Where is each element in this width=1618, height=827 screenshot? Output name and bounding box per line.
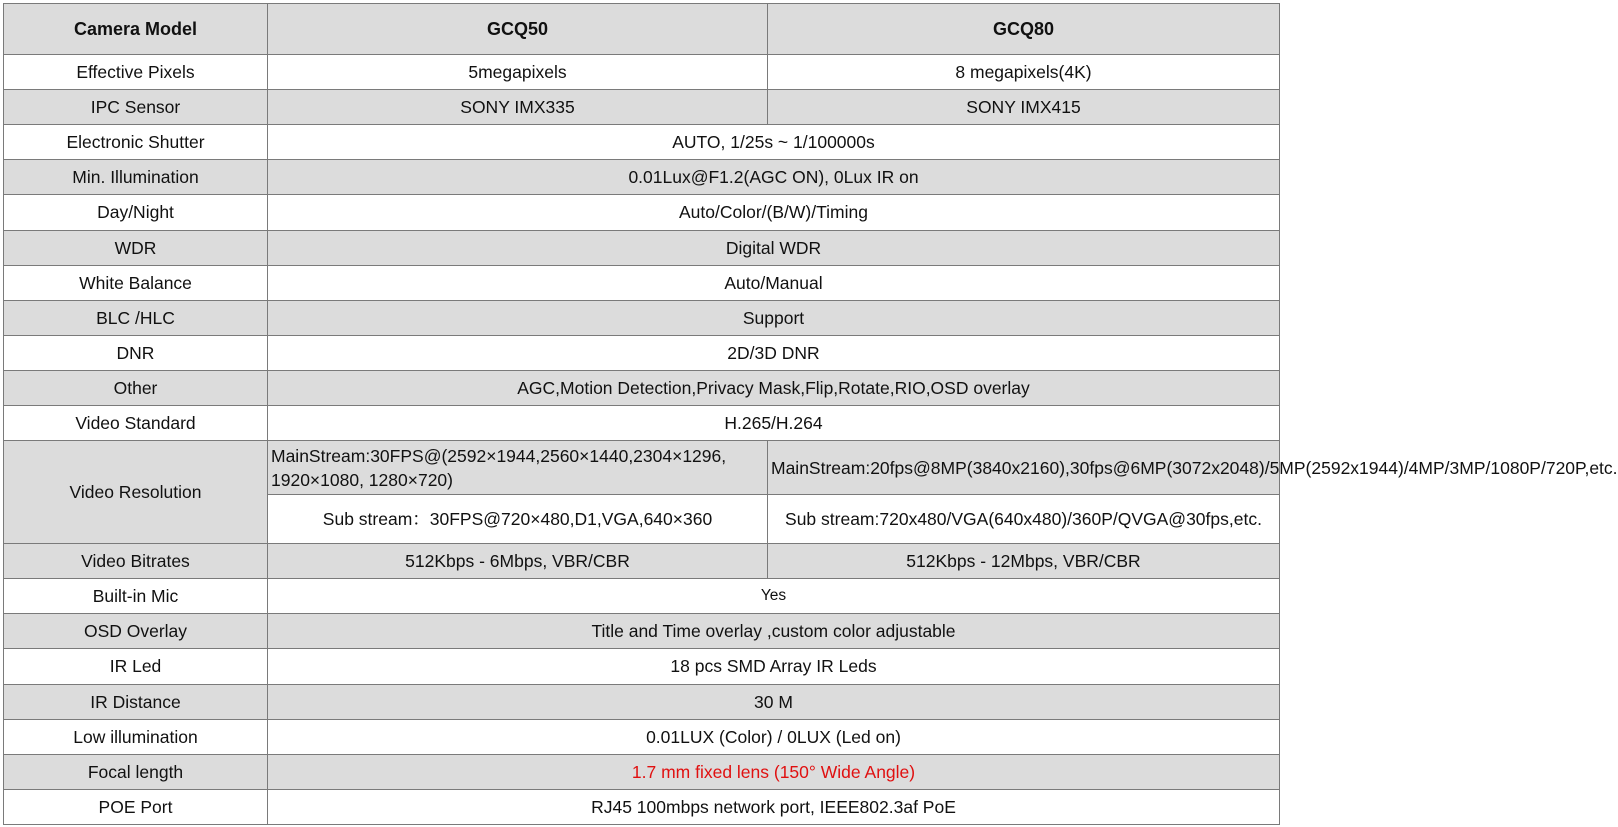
header-gcq50: GCQ50: [268, 4, 768, 55]
table-row: [4, 90, 1280, 125]
cell-shared: RJ45 100mbps network port, IEEE802.3af PoE: [268, 789, 1280, 824]
row-label: POE Port: [4, 789, 268, 824]
cell-shared: AUTO, 1/25s ~ 1/100000s: [268, 125, 1280, 160]
table-row: [4, 160, 1280, 195]
cell-gcq50: SONY IMX335: [268, 90, 768, 125]
cell-gcq80: 512Kbps - 12Mbps, VBR/CBR: [768, 544, 1280, 579]
table-row: [4, 579, 1280, 614]
table-row: [4, 195, 1280, 230]
cell-gcq80-substream: Sub stream:720x480/VGA(640x480)/360P/QVGA@30fps,etc.: [768, 495, 1280, 544]
row-label: Low illumination: [4, 719, 268, 754]
table-row: [4, 125, 1280, 160]
row-label: White Balance: [4, 265, 268, 300]
cell-shared: Auto/Color/(B/W)/Timing: [268, 195, 1280, 230]
cell-gcq80: 8 megapixels(4K): [768, 55, 1280, 90]
row-label: Built-in Mic: [4, 579, 268, 614]
row-label: Effective Pixels: [4, 55, 268, 90]
row-label: Day/Night: [4, 195, 268, 230]
header-row: [4, 4, 1280, 55]
table-row: [4, 789, 1280, 824]
row-label: IPC Sensor: [4, 90, 268, 125]
table-row: [4, 405, 1280, 440]
header-gcq80: GCQ80: [768, 4, 1280, 55]
table-row: [4, 719, 1280, 754]
cell-gcq50-substream: Sub stream：30FPS@720×480,D1,VGA,640×360: [268, 495, 768, 544]
cell-shared: 18 pcs SMD Array IR Leds: [268, 649, 1280, 684]
cell-shared: Auto/Manual: [268, 265, 1280, 300]
row-label: IR Led: [4, 649, 268, 684]
cell-gcq50: 512Kbps - 6Mbps, VBR/CBR: [268, 544, 768, 579]
cell-gcq80-mainstream: MainStream:20fps@8MP(3840x2160),30fps@6MP(3072x2048)/5MP(2592x1944)/4MP/3MP/1080P/720P,etc.: [768, 440, 1280, 494]
row-label: WDR: [4, 230, 268, 265]
cell-shared: Title and Time overlay ,custom color adjustable: [268, 614, 1280, 649]
cell-shared: Yes: [268, 579, 1280, 614]
cell-shared: H.265/H.264: [268, 405, 1280, 440]
table-row: [4, 544, 1280, 579]
cell-shared: AGC,Motion Detection,Privacy Mask,Flip,Rotate,RIO,OSD overlay: [268, 370, 1280, 405]
row-label: Video Bitrates: [4, 544, 268, 579]
row-label: Min. Illumination: [4, 160, 268, 195]
cell-shared: Digital WDR: [268, 230, 1280, 265]
cell-gcq50: 5megapixels: [268, 55, 768, 90]
table-row: [4, 265, 1280, 300]
table-row: [4, 370, 1280, 405]
table-row: [4, 335, 1280, 370]
table-row: [4, 649, 1280, 684]
row-label: Other: [4, 370, 268, 405]
table-row: [4, 754, 1280, 789]
cell-shared: 30 M: [268, 684, 1280, 719]
row-label: IR Distance: [4, 684, 268, 719]
row-label: OSD Overlay: [4, 614, 268, 649]
row-label: Focal length: [4, 754, 268, 789]
header-camera-model: Camera Model: [4, 4, 268, 55]
table-row: [4, 230, 1280, 265]
row-label: Video Resolution: [4, 440, 268, 543]
row-label: Video Standard: [4, 405, 268, 440]
cell-shared-highlight: 1.7 mm fixed lens (150° Wide Angle): [268, 754, 1280, 789]
cell-shared: 2D/3D DNR: [268, 335, 1280, 370]
table-row: [4, 55, 1280, 90]
spec-table: [3, 3, 1618, 825]
table-row: [4, 684, 1280, 719]
cell-shared: 0.01Lux@F1.2(AGC ON), 0Lux IR on: [268, 160, 1280, 195]
row-label: DNR: [4, 335, 268, 370]
cell-gcq80: SONY IMX415: [768, 90, 1280, 125]
row-label: BLC /HLC: [4, 300, 268, 335]
table-row: [4, 614, 1280, 649]
cell-shared: Support: [268, 300, 1280, 335]
cell-shared: 0.01LUX (Color) / 0LUX (Led on): [268, 719, 1280, 754]
row-label: Electronic Shutter: [4, 125, 268, 160]
cell-gcq50-mainstream: MainStream:30FPS@(2592×1944,2560×1440,2304×1296, 1920×1080, 1280×720): [268, 440, 768, 494]
video-resolution-main-row: [4, 440, 1280, 494]
table-row: [4, 300, 1280, 335]
